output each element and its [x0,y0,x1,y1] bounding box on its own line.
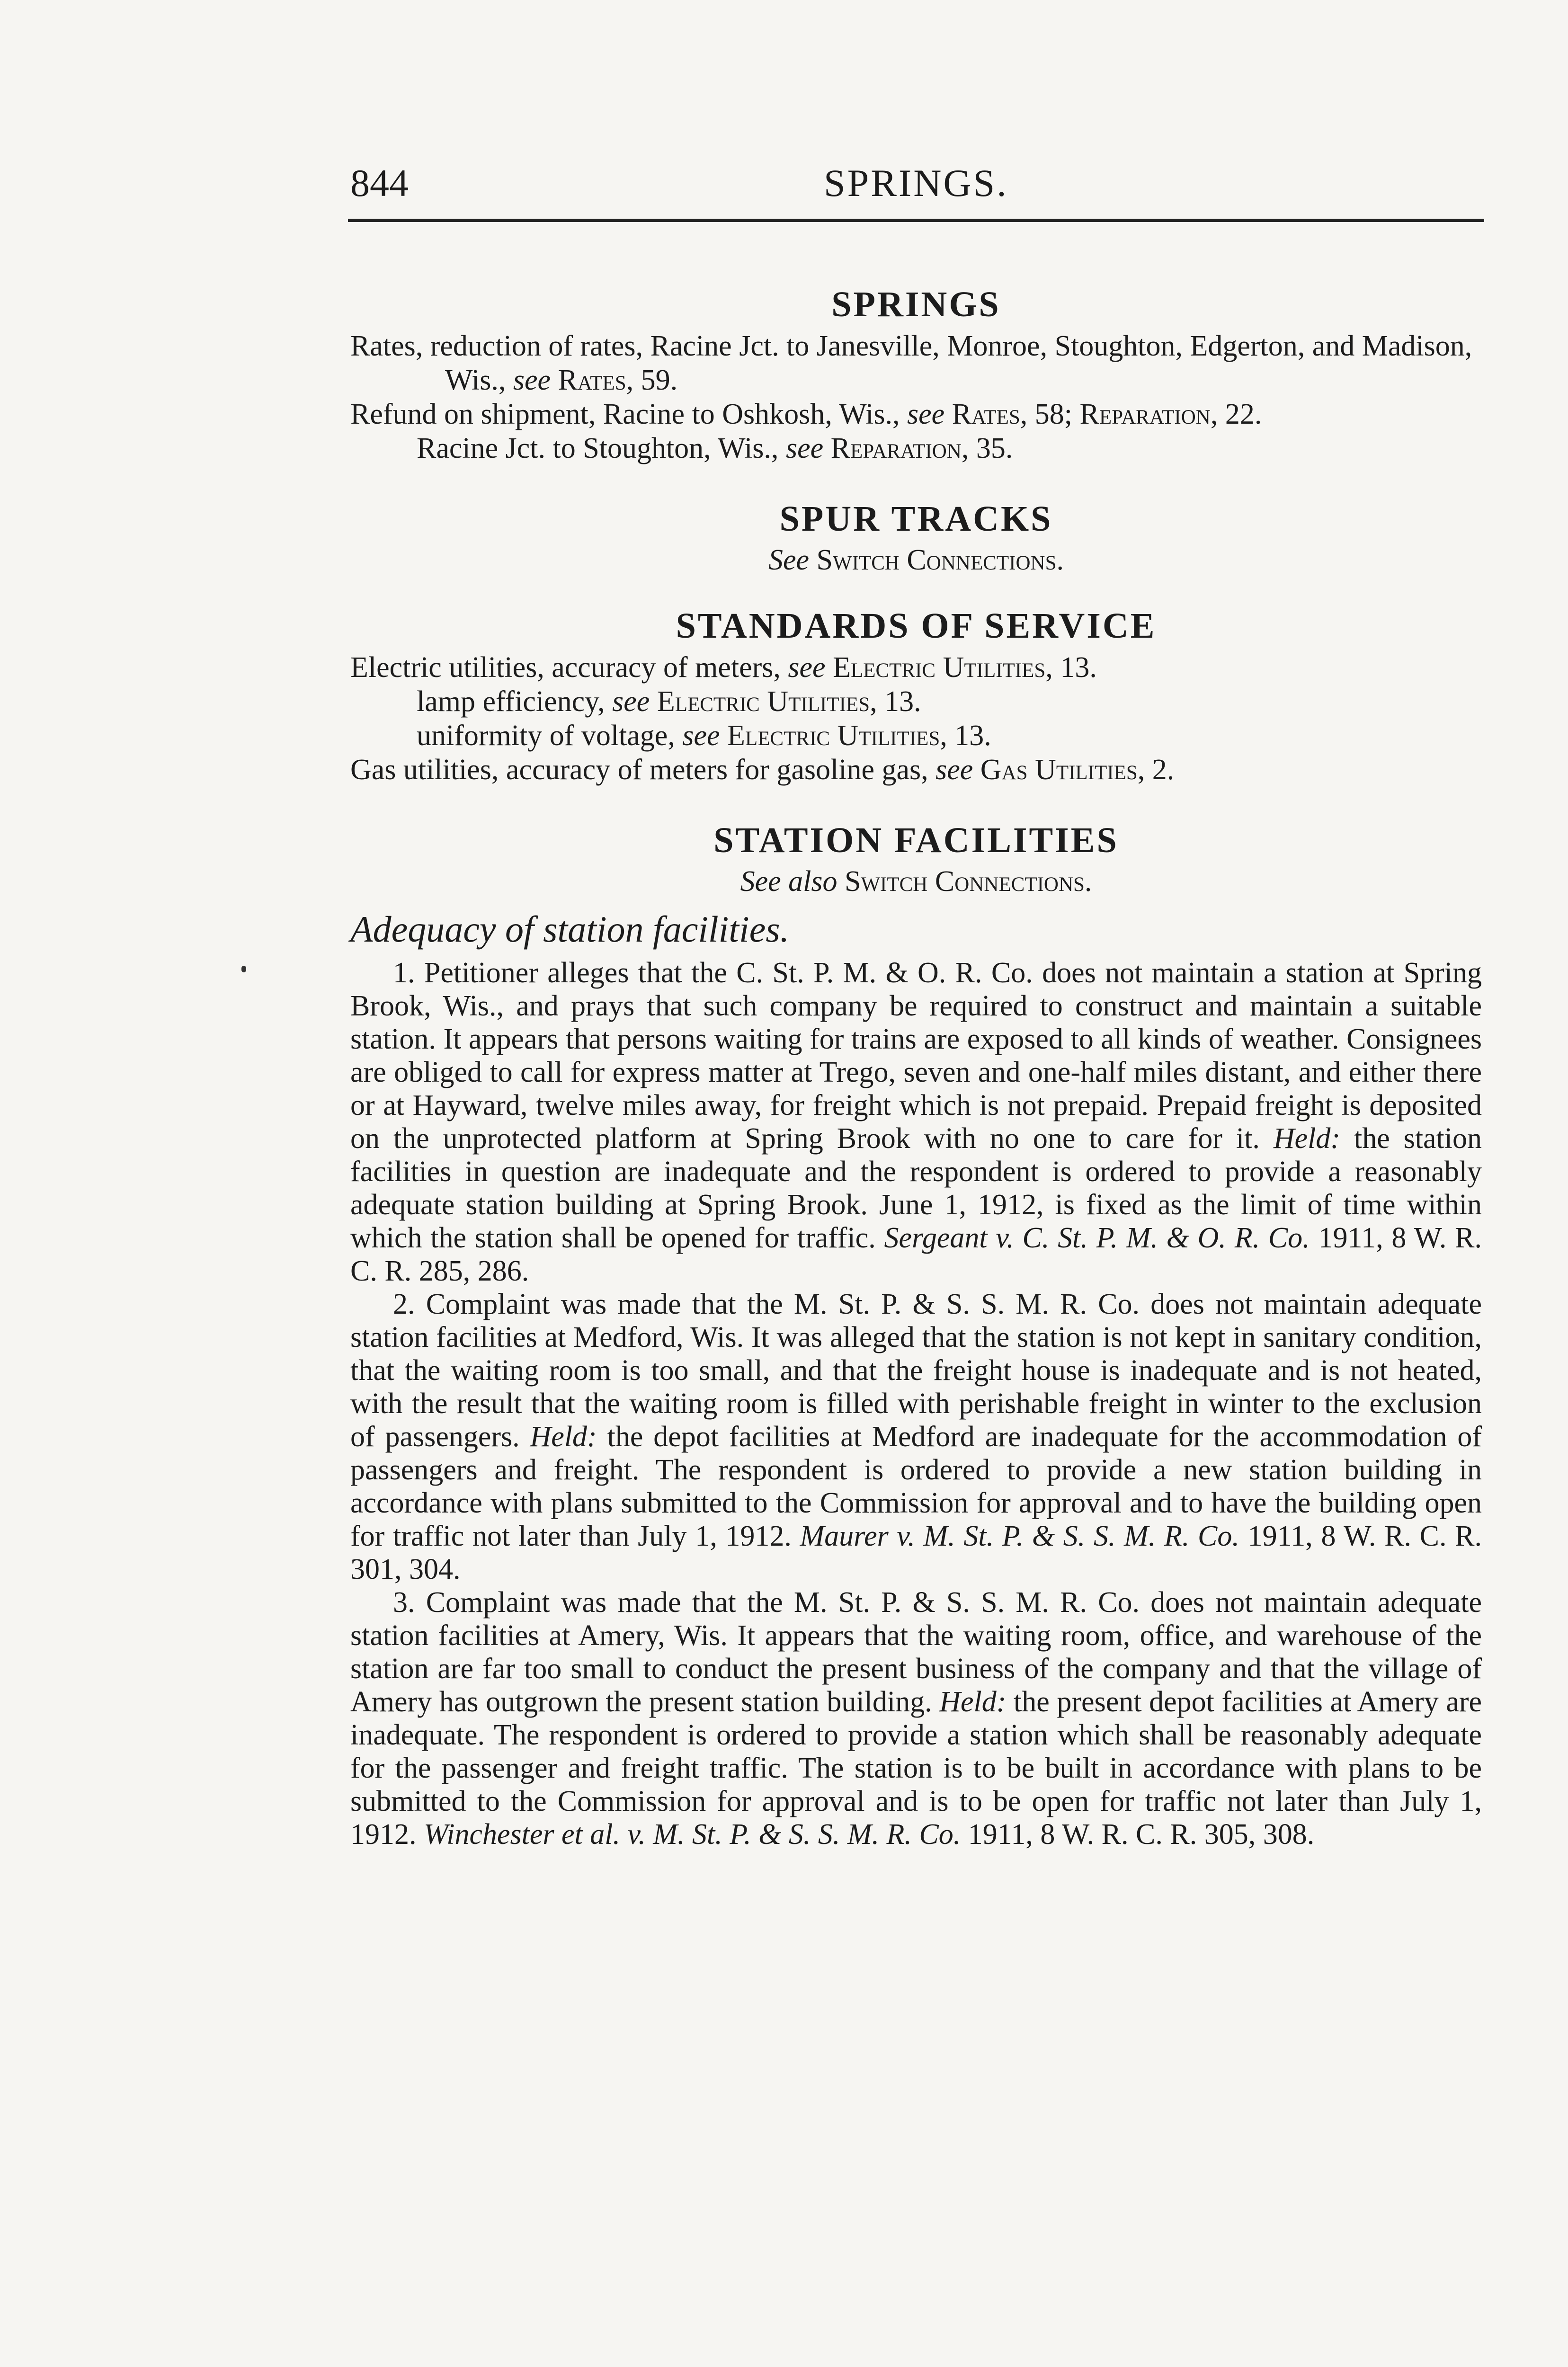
index-entry: Gas utilities, accuracy of meters for gasoline gas, see Gas Utilities, 2. [350,754,1175,786]
page-number: 844 [350,161,409,205]
case-paragraph: 2. Complaint was made that the M. St. P. & S. S. M. R. Co. does not maintain adequate station facilities at Medford, Wis. It was alleged that the station is not kept in sanitary condition, that the waiting room is too small, and that the freight house is inadequate and is not heated, with the result that the waiting room is filled with perishable freight in winter to the exclusion of passengers. Held: the depot facilities at Medford are inadequate for the accommodation of passengers and freight. The respondent is ordered to provide a new station building in accordance with plans submitted to the Commission for approval and to have the building open for traffic not later than July 1, 1912. Maurer v. M. St. P. & S. S. M. R. Co. 1911, 8 W. R. C. R. 301, 304. [350,1288,1482,1585]
index-body [350,284,1482,1851]
subheading: Adequacy of station facilities. [350,908,790,950]
section-station-facilities [350,820,1482,1851]
case-paragraph: 3. Complaint was made that the M. St. P. & S. S. M. R. Co. does not maintain adequate station facilities at Amery, Wis. It appears that the waiting room, office, and warehouse of the station are far too small to conduct the present business of the company and that the village of Amery has outgrown the present station building. Held: the present depot facilities at Amery are inadequate. The respondent is ordered to provide a station which shall be reasonably adequate for the passenger and freight traffic. The station is to be built in accordance with plans to be submitted to the Commission for approval and is to be open for traffic not later than July 1, 1912. Winchester et al. v. M. St. P. & S. S. M. R. Co. 1911, 8 W. R. C. R. 305, 308. [350,1586,1482,1851]
section-springs [350,284,1482,465]
index-subentry: Racine Jct. to Stoughton, Wis., see Reparation, 35. [417,432,1013,464]
running-title: SPRINGS. [824,161,1008,205]
index-entry: Rates, reduction of rates, Racine Jct. to Janesville, Monroe, Stoughton, Edgerton, and Madison, Wis., see Rates, 59. [350,330,1472,396]
section-heading: SPRINGS [831,285,1001,324]
section-standards [350,605,1482,787]
index-entry: Refund on shipment, Racine to Oshkosh, Wis., see Rates, 58; Reparation, 22. [350,398,1262,430]
header-rule [348,219,1484,222]
cross-reference: See Switch Connections. [768,544,1064,576]
index-entry: Electric utilities, accuracy of meters, see Electric Utilities, 13. [350,651,1097,684]
section-heading: SPUR TRACKS [779,499,1053,539]
section-heading: STATION FACILITIES [713,820,1119,860]
index-subentry: uniformity of voltage, see Electric Utilities, 13. [417,720,991,752]
stray-mark [241,966,246,972]
cross-reference: See also Switch Connections. [740,865,1092,898]
index-subentry: lamp efficiency, see Electric Utilities, 13. [417,685,921,718]
section-spur-tracks [350,498,1482,577]
case-paragraph: 1. Petitioner alleges that the C. St. P. M. & O. R. Co. does not maintain a station at Spring Brook, Wis., and prays that such company be required to construct and maintain a suitable station. It appears that persons waiting for trains are exposed to all kinds of weather. Consignees are obliged to call for express matter at Trego, seven and one-half miles distant, and either there or at Hayward, twelve miles away, for freight which is not prepaid. Prepaid freight is deposited on the unprotected platform at Spring Brook with no one to care for it. Held: the station facilities in question are inadequate and the respondent is ordered to provide a reasonably adequate station building at Spring Brook. June 1, 1912, is fixed as the limit of time within which the station shall be opened for traffic. Sergeant v. C. St. P. M. & O. R. Co. 1911, 8 W. R. C. R. 285, 286. [350,957,1482,1287]
section-heading: STANDARDS OF SERVICE [676,606,1157,646]
page-header [350,151,1482,218]
